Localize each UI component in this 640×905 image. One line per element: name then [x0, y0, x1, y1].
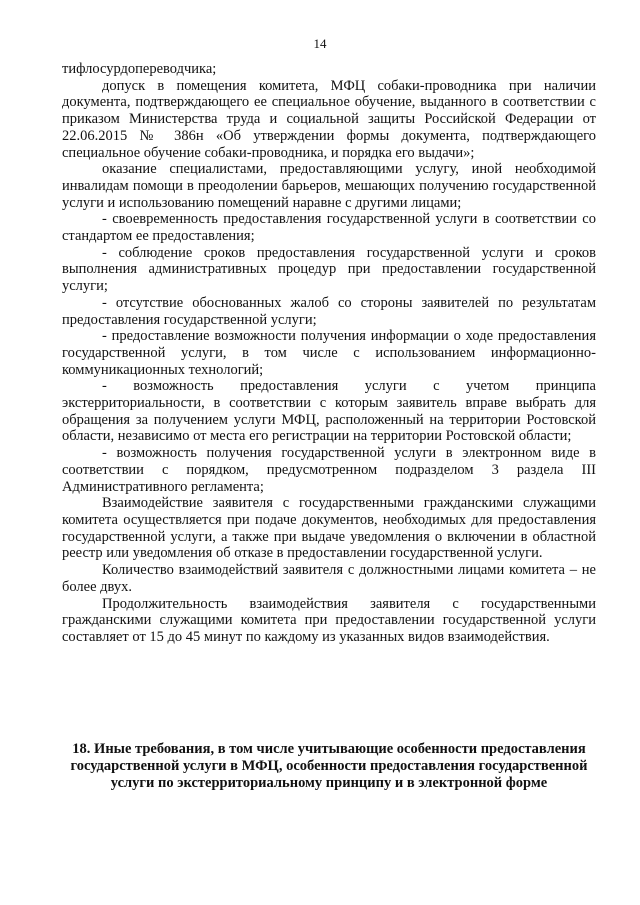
paragraph-10: Взаимодействие заявителя с государственными гражданскими служащими комитета осуществляется при подаче документов, необходимых для предоставления государственной услуги, а также при выдаче уведомления о включении в областной реестр или уведомления об отказе в предоставлении государственной услуги.	[62, 495, 596, 562]
paragraph-2: допуск в помещения комитета, МФЦ собаки-проводника при наличии документа, подтверждающего ее специальное обучение, выданного в соответствии с приказом Министерства труда и социальной защиты Российской Федерации от 22.06.2015 № 386н «Об утверждении формы документа, подтверждающего специальное обучение собаки-проводника, и порядка его выдачи»;	[62, 77, 596, 161]
paragraph-11: Количество взаимодействий заявителя с должностными лицами комитета – не более двух.	[62, 562, 596, 595]
paragraph-7: - предоставление возможности получения информации о ходе предоставления государственной услуги, в том числе с использованием информационно-коммуникационных технологий;	[62, 328, 596, 378]
paragraph-5: - соблюдение сроков предоставления государственной услуги и сроков выполнения административных процедур при предоставлении государственной услуги;	[62, 244, 596, 295]
body-text	[62, 61, 596, 646]
paragraph-6: - отсутствие обоснованных жалоб со стороны заявителей по результатам предоставления государственной услуги;	[62, 294, 596, 328]
page-number: 14	[313, 36, 327, 51]
section-heading: 18. Иные требования, в том числе учитывающие особенности предоставления государственной услуги в МФЦ, особенности предоставления государственной услуги по экстерриториальному принципу и в электронной форме	[70, 741, 588, 791]
paragraph-12: Продолжительность взаимодействия заявителя с государственными гражданскими служащими комитета при предоставлении государственной услуги составляет от 15 до 45 минут по каждому из указанных видов взаимодействия.	[62, 595, 596, 645]
paragraph-1: тифлосурдопереводчика;	[62, 61, 217, 77]
paragraph-8: - возможность предоставления услуги с учетом принципа экстерриториальности, в соответствии с которым заявитель вправе выбрать для обращения за получением услуги МФЦ, расположенный на территории Ростовской области, независимо от места его регистрации на территории Ростовской области;	[62, 378, 596, 445]
paragraph-3: оказание специалистами, предоставляющими услугу, иной необходимой инвалидам помощи в преодолении барьеров, мешающих получению государственной услуги и использованию помещений наравне с другими лицами;	[62, 161, 596, 211]
paragraph-4: - своевременность предоставления государственной услуги в соответствии со стандартом ее предоставления;	[62, 211, 596, 245]
paragraph-9: - возможность получения государственной услуги в электронном виде в соответствии с порядком, предусмотренном подразделом 3 раздела III Административного регламента;	[62, 445, 596, 495]
